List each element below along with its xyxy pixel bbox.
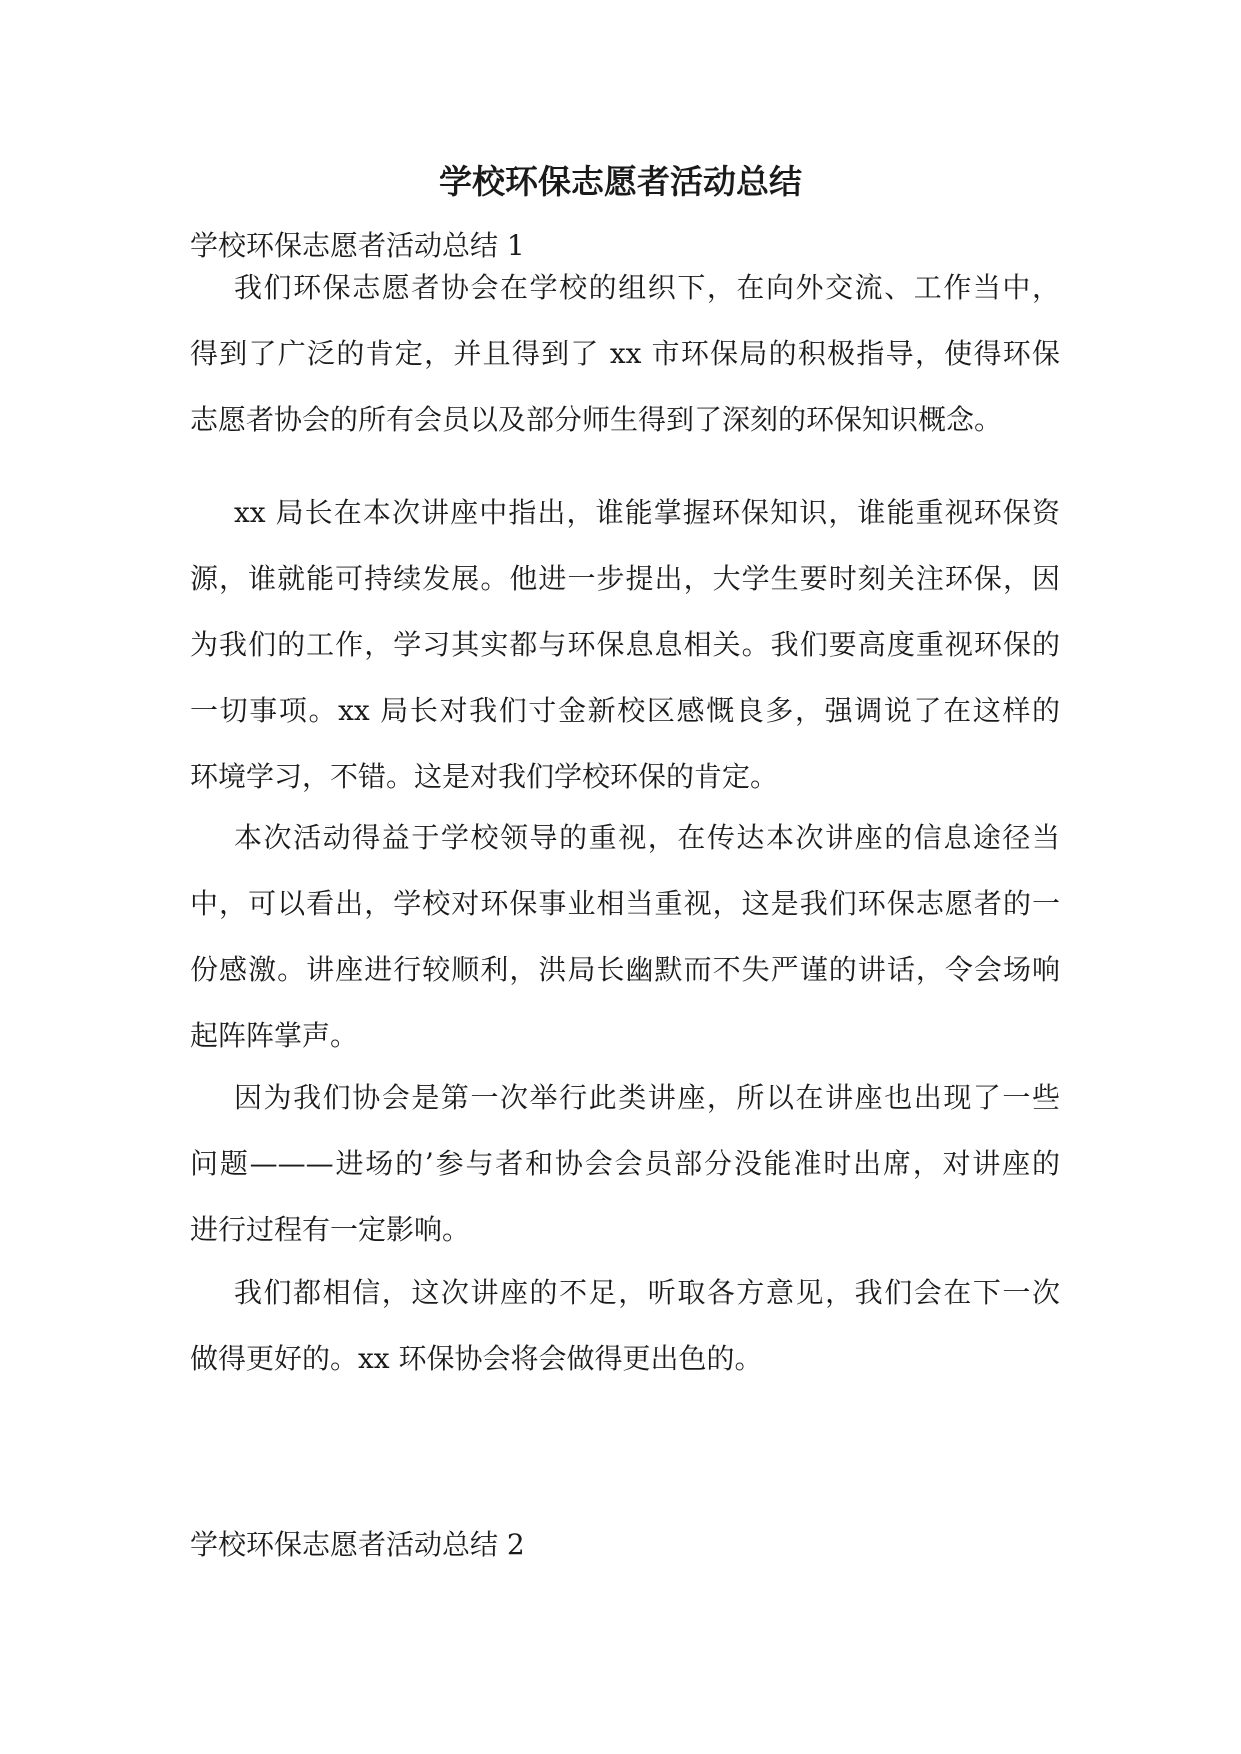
paragraph-line: 得到了广泛的肯定，并且得到了 xx 市环保局的积极指导，使得环保 [190,337,1060,370]
paragraph-line: 我们都相信，这次讲座的不足，听取各方意见，我们会在下一次 [234,1276,1060,1309]
paragraph-line: 起阵阵掌声。 [190,1019,359,1052]
paragraph-1 [190,255,1060,453]
section-heading-1: 学校环保志愿者活动总结 1 [190,229,525,262]
paragraph-line: 本次活动得益于学校领导的重视，在传达本次讲座的信息途径当 [234,821,1060,854]
paragraph-line: 问题———进场的’参与者和协会会员部分没能准时出席，对讲座的 [190,1147,1060,1180]
paragraph-line: 因为我们协会是第一次举行此类讲座，所以在讲座也出现了一些 [234,1081,1060,1114]
paragraph-line: 环境学习，不错。这是对我们学校环保的肯定。 [190,760,779,793]
paragraph-line: 中，可以看出，学校对环保事业相当重视，这是我们环保志愿者的一 [190,887,1060,920]
section-heading-2: 学校环保志愿者活动总结 2 [190,1528,525,1561]
paragraph-2 [190,480,1060,810]
paragraph-4 [190,1065,1060,1263]
paragraph-line: 进行过程有一定影响。 [190,1213,471,1246]
paragraph-line: 一切事项。xx 局长对我们寸金新校区感慨良多，强调说了在这样的 [190,694,1060,727]
paragraph-line: xx 局长在本次讲座中指出，谁能掌握环保知识，谁能重视环保资 [234,496,1060,529]
paragraph-line: 志愿者协会的所有会员以及部分师生得到了深刻的环保知识概念。 [190,403,1003,436]
paragraph-line: 为我们的工作，学习其实都与环保息息相关。我们要高度重视环保的 [190,628,1060,661]
document-title: 学校环保志愿者活动总结 [439,162,802,201]
paragraph-line: 份感激。讲座进行较顺利，洪局长幽默而不失严谨的讲话，令会场响 [190,953,1060,986]
paragraph-5 [190,1260,1060,1392]
paragraph-line: 做得更好的。xx 环保协会将会做得更出色的。 [190,1342,763,1375]
paragraph-line: 我们环保志愿者协会在学校的组织下，在向外交流、工作当中， [234,271,1060,304]
paragraph-3 [190,805,1060,1069]
paragraph-line: 源，谁就能可持续发展。他进一步提出，大学生要时刻关注环保，因 [190,562,1060,595]
